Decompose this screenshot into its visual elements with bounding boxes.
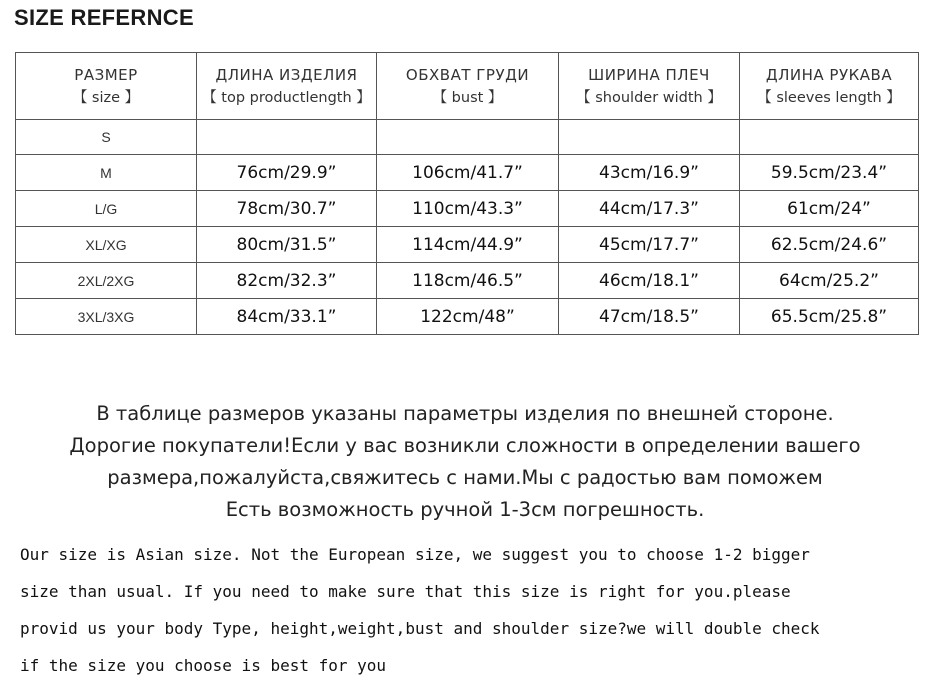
header-bust-en: 【 bust 】 bbox=[432, 89, 503, 106]
shoulder-cell: 44cm/17.3” bbox=[559, 191, 740, 227]
shoulder-cell: 47cm/18.5” bbox=[559, 299, 740, 335]
bust-cell: 114cm/44.9” bbox=[377, 227, 559, 263]
header-sleeve-ru: ДЛИНА РУКАВА bbox=[765, 65, 893, 84]
table-row bbox=[16, 263, 919, 299]
sleeve-cell: 65.5cm/25.8” bbox=[740, 299, 919, 335]
sleeve-cell: 62.5cm/24.6” bbox=[740, 227, 919, 263]
bust-cell: 118cm/46.5” bbox=[377, 263, 559, 299]
note-line: Дорогие покупатели!Если у вас возникли сложности в определении вашего bbox=[69, 434, 861, 457]
header-length-en: 【 top productlength 】 bbox=[202, 89, 371, 106]
header-sleeve-en: 【 sleeves length 】 bbox=[757, 89, 901, 106]
size-cell: M bbox=[16, 155, 197, 191]
size-cell: 2XL/2XG bbox=[16, 263, 197, 299]
length-cell: 82cm/32.3” bbox=[197, 263, 377, 299]
size-cell: S bbox=[16, 120, 197, 155]
header-size-en: 【 size 】 bbox=[72, 89, 140, 106]
table-header-row bbox=[16, 53, 919, 120]
size-cell: L/G bbox=[16, 191, 197, 227]
sleeve-cell: 59.5cm/23.4” bbox=[740, 155, 919, 191]
header-shoulder-en: 【 shoulder width 】 bbox=[576, 89, 722, 106]
table-row bbox=[16, 299, 919, 335]
bust-cell bbox=[377, 120, 559, 155]
length-cell: 84cm/33.1” bbox=[197, 299, 377, 335]
size-table bbox=[15, 52, 919, 335]
note-line: provid us your body Type, height,weight,bust and shoulder size?we will double check bbox=[20, 619, 820, 638]
length-cell: 76cm/29.9” bbox=[197, 155, 377, 191]
header-bust bbox=[377, 53, 559, 120]
note-line: В таблице размеров указаны параметры изделия по внешней стороне. bbox=[96, 402, 834, 425]
sleeve-cell bbox=[740, 120, 919, 155]
shoulder-cell bbox=[559, 120, 740, 155]
table-row bbox=[16, 155, 919, 191]
note-line: size than usual. If you need to make sure that this size is right for you.please bbox=[20, 582, 791, 601]
shoulder-cell: 46cm/18.1” bbox=[559, 263, 740, 299]
sleeve-cell: 61cm/24” bbox=[740, 191, 919, 227]
note-line: Our size is Asian size. Not the European size, we suggest you to choose 1-2 bigger bbox=[20, 545, 810, 564]
table-row bbox=[16, 227, 919, 263]
table-row bbox=[16, 191, 919, 227]
length-cell: 78cm/30.7” bbox=[197, 191, 377, 227]
notes-russian bbox=[0, 398, 930, 526]
length-cell bbox=[197, 120, 377, 155]
header-size bbox=[16, 53, 197, 120]
note-line: Есть возможность ручной 1-3см погрешность. bbox=[225, 498, 705, 521]
notes-english bbox=[20, 536, 920, 684]
bust-cell: 106cm/41.7” bbox=[377, 155, 559, 191]
size-cell: XL/XG bbox=[16, 227, 197, 263]
page-title: SIZE REFERNCE bbox=[14, 5, 194, 30]
sleeve-cell: 64cm/25.2” bbox=[740, 263, 919, 299]
header-length bbox=[197, 53, 377, 120]
shoulder-cell: 45cm/17.7” bbox=[559, 227, 740, 263]
length-cell: 80cm/31.5” bbox=[197, 227, 377, 263]
shoulder-cell: 43cm/16.9” bbox=[559, 155, 740, 191]
table-row bbox=[16, 120, 919, 155]
header-length-ru: ДЛИНА ИЗДЕЛИЯ bbox=[215, 65, 358, 84]
bust-cell: 122cm/48” bbox=[377, 299, 559, 335]
size-cell: 3XL/3XG bbox=[16, 299, 197, 335]
header-shoulder bbox=[559, 53, 740, 120]
note-line: размера,пожалуйста,свяжитесь с нами.Мы с радостью вам поможем bbox=[107, 466, 823, 489]
header-bust-ru: ОБХВАТ ГРУДИ bbox=[405, 65, 530, 84]
note-line: if the size you choose is best for you bbox=[20, 656, 387, 675]
header-shoulder-ru: ШИРИНА ПЛЕЧ bbox=[588, 65, 710, 84]
header-sleeve bbox=[740, 53, 919, 120]
bust-cell: 110cm/43.3” bbox=[377, 191, 559, 227]
header-size-ru: РАЗМЕР bbox=[74, 65, 138, 84]
